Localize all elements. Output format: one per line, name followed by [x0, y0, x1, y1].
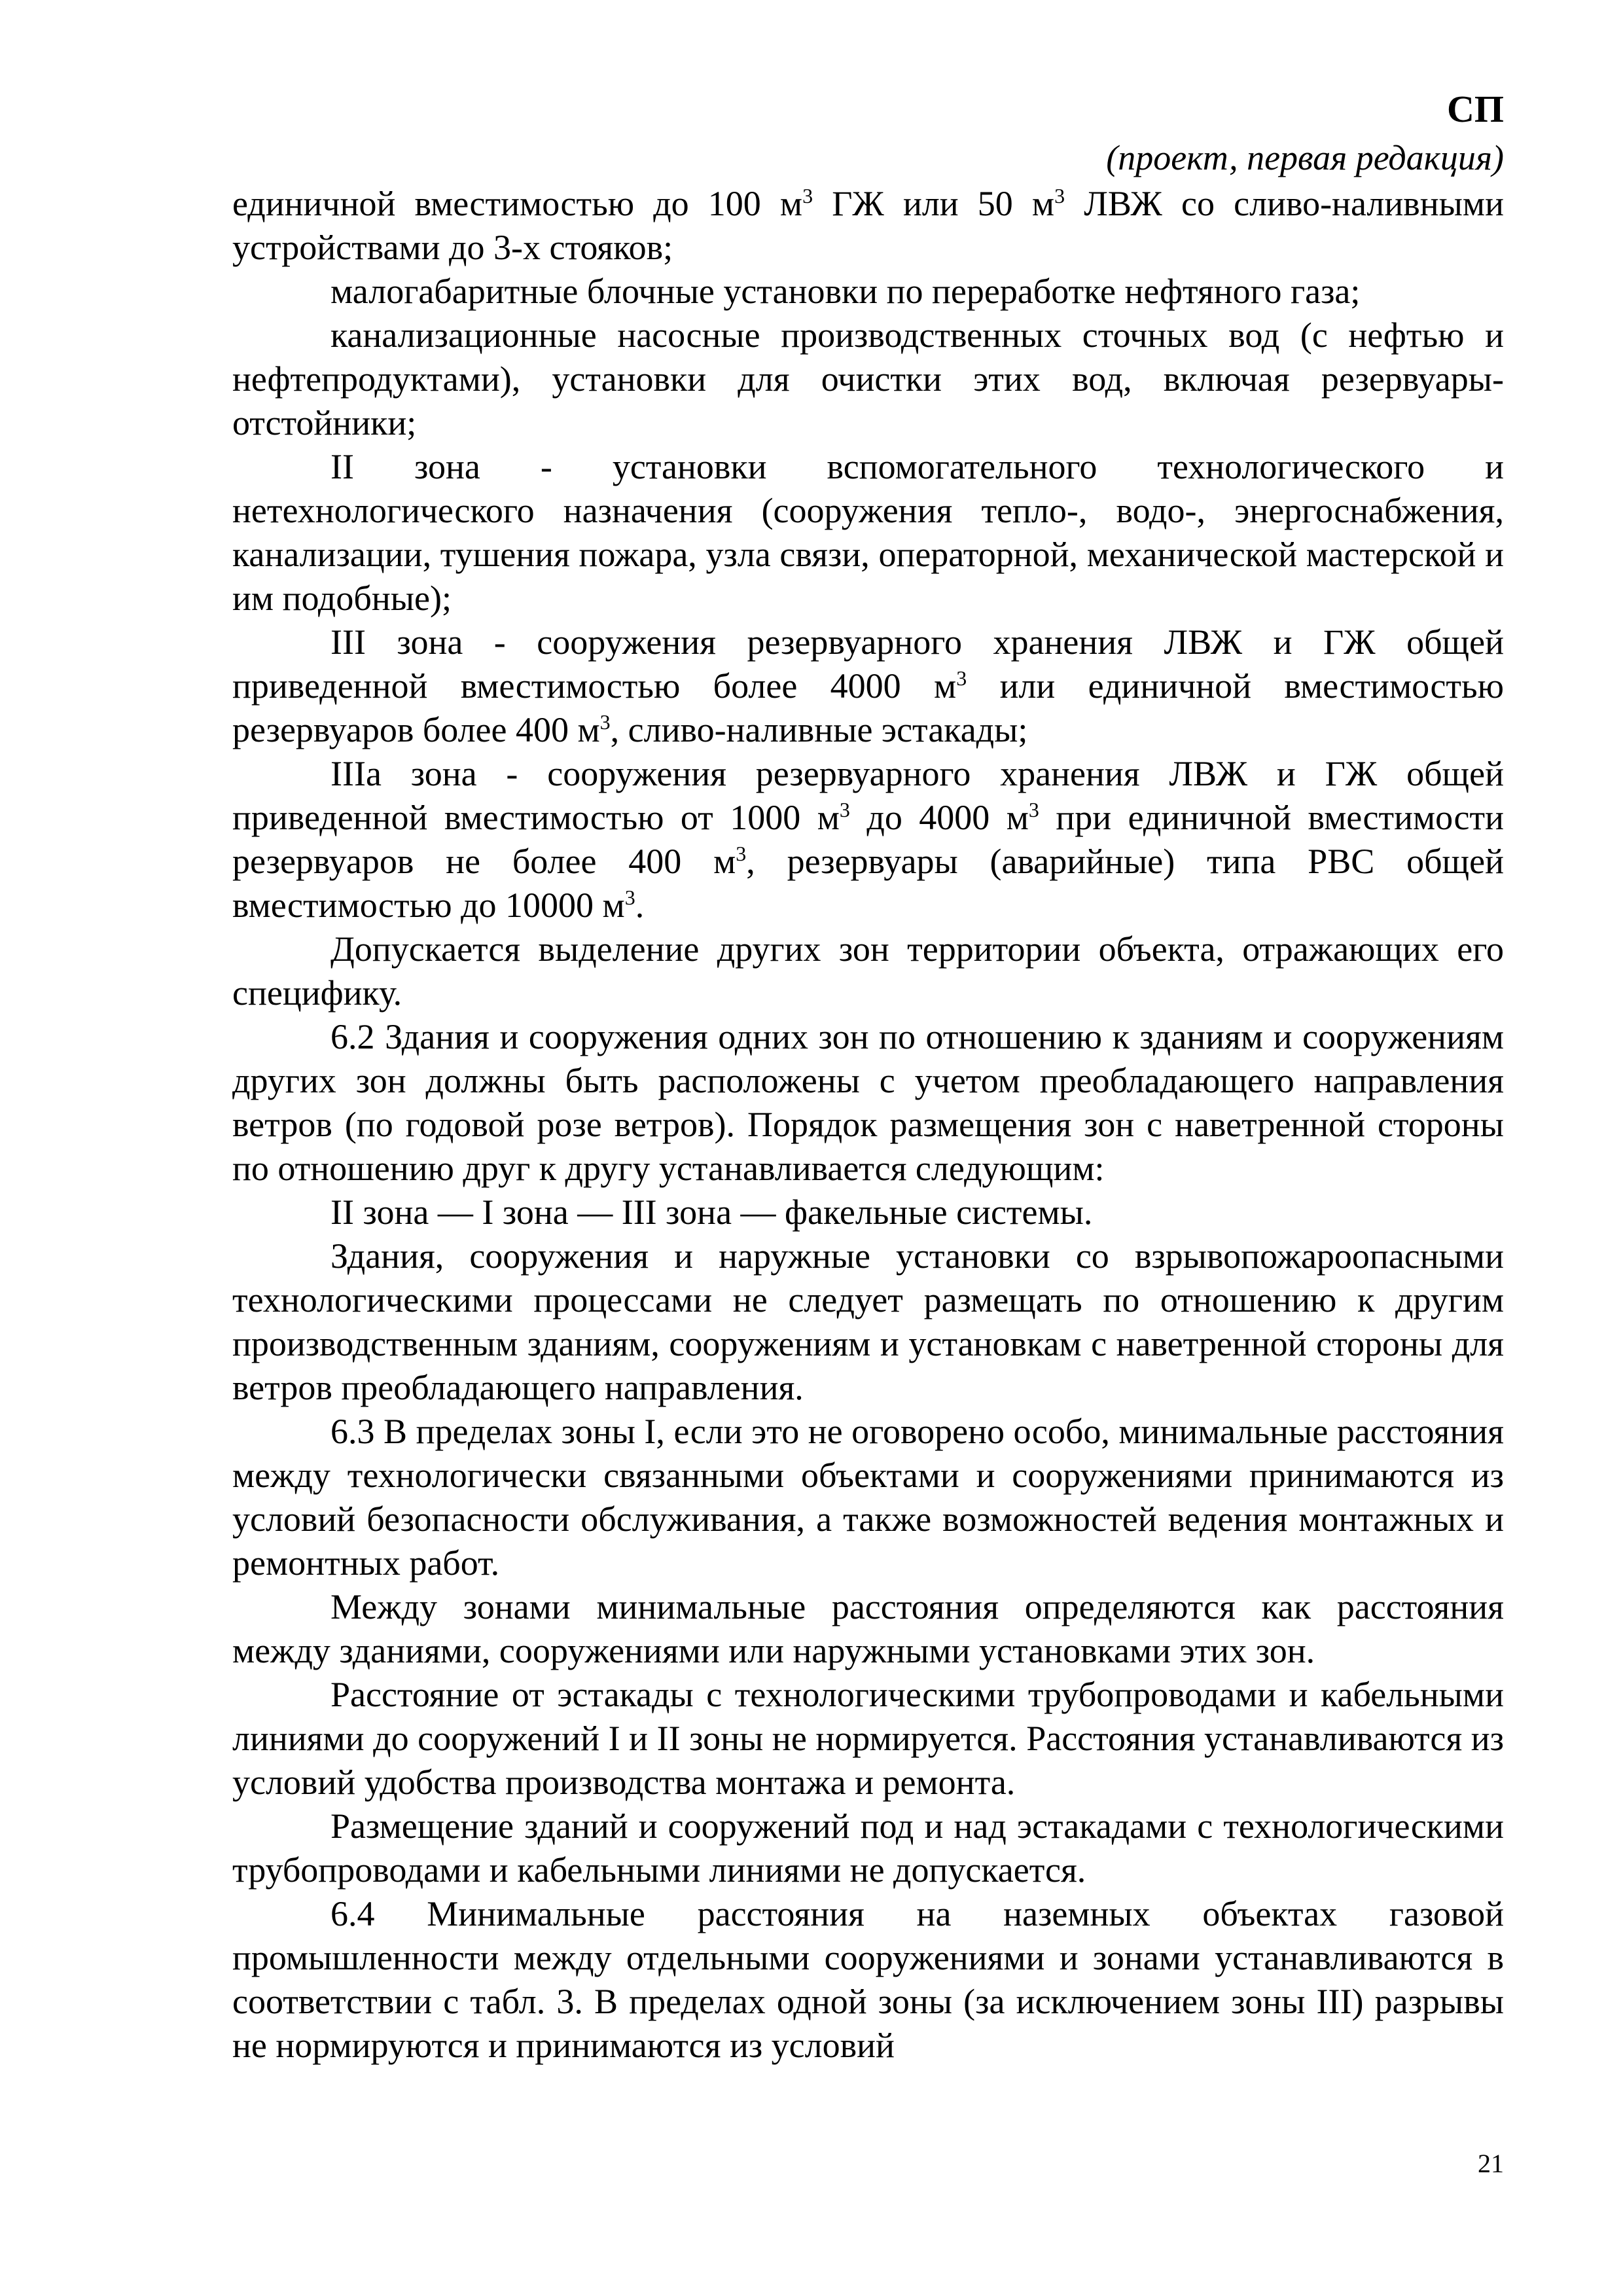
document-body — [232, 182, 1504, 2068]
text-run: Здания, сооружения и наружные установки со взрывопожароопасными технологическими процессами не следует размещать по отношению к другим производственным зданиям, сооружениям и установкам с наветренной стороны для ветров преобладающего направления. — [232, 1236, 1504, 1407]
text-run: единичной вместимостью до 100 м — [232, 184, 803, 223]
superscript: 3 — [1054, 184, 1065, 207]
text-run: или единичной вместимостью резервуаров более 400 м — [232, 666, 1505, 749]
paragraph — [232, 182, 1504, 270]
text-run: Допускается выделение других зон территории объекта, отражающих его специфику. — [232, 929, 1504, 1013]
text-run: при единичной вместимости резервуаров не более 400 м — [232, 798, 1504, 881]
text-run: II зона - установки вспомогательного технологического и нетехнологического назначения (сооружения тепло-, водо-, энергоснабжения, канализации, тушения пожара, узла связи, операторной, механической мастерской и им подобные); — [232, 447, 1504, 618]
text-run: 6.2 Здания и сооружения одних зон по отношению к зданиям и сооружениям других зон должны быть расположены с учетом преобладающего направления ветров (по годовой розе ветров). Порядок размещения зон с наветренной стороны по отношению друг к другу устанавливается следующим: — [232, 1017, 1504, 1188]
text-run: Размещение зданий и сооружений под и над эстакадами с технологическими трубопроводами и кабельными линиями не допускается. — [232, 1806, 1504, 1890]
paragraph — [232, 314, 1504, 445]
paragraph — [232, 1673, 1504, 1804]
text-run: ЛВЖ со сливо-наливными устройствами до 3-х стояков; — [232, 184, 1504, 267]
text-run: Между зонами минимальные расстояния определяются как расстояния между зданиями, сооружениями или наружными установками этих зон. — [232, 1587, 1504, 1670]
document-code: СП — [1447, 88, 1504, 130]
document-edition-note: (проект, первая редакция) — [1106, 138, 1504, 177]
superscript: 3 — [624, 886, 635, 909]
text-run: , сливо-наливные эстакады; — [610, 710, 1028, 749]
page-number: 21 — [1478, 2149, 1504, 2178]
paragraph — [232, 1804, 1504, 1892]
superscript: 3 — [1028, 798, 1039, 821]
paragraph — [232, 1191, 1504, 1234]
paragraph — [232, 445, 1504, 620]
text-run: 6.3 В пределах зоны I, если это не оговорено особо, минимальные расстояния между технологически связанными объектами и сооружениями принимаются из условий безопасности обслуживания, а также возможностей ведения монтажных и ремонтных работ. — [232, 1412, 1504, 1583]
text-run: 6.4 Минимальные расстояния на наземных объектах газовой промышленности между отдельными сооружениями и зонами устанавливаются в соответствии с табл. 3. В пределах одной зоны (за исключением зоны III) разрывы не нормируются и принимаются из условий — [232, 1894, 1504, 2065]
paragraph — [232, 1892, 1504, 2068]
superscript: 3 — [736, 842, 747, 865]
text-run: малогабаритные блочные установки по переработке нефтяного газа; — [330, 272, 1361, 311]
text-run: . — [635, 886, 645, 925]
text-run: ГЖ или 50 м — [813, 184, 1055, 223]
text-run: II зона — I зона — III зона — факельные системы. — [330, 1193, 1093, 1232]
paragraph — [232, 620, 1504, 752]
text-run: IIIа зона - сооружения резервуарного хранения ЛВЖ и ГЖ общей приведенной вместимостью от 1000 м — [232, 754, 1504, 837]
paragraph — [232, 1410, 1504, 1585]
paragraph — [232, 270, 1504, 314]
paragraph — [232, 927, 1504, 1015]
text-run: Расстояние от эстакады с технологическими трубопроводами и кабельными линиями до сооружений I и II зоны не нормируется. Расстояния устанавливаются из условий удобства производства монтажа и ремонта. — [232, 1675, 1504, 1802]
superscript: 3 — [956, 666, 967, 690]
superscript: 3 — [599, 710, 611, 734]
paragraph — [232, 752, 1504, 927]
text-run: , резервуары (аварийные) типа РВС общей вместимостью до 10000 м — [232, 842, 1504, 925]
text-run: до 4000 м — [849, 798, 1029, 837]
paragraph — [232, 1015, 1504, 1191]
paragraph — [232, 1585, 1504, 1673]
superscript: 3 — [839, 798, 850, 821]
text-run: канализационные насосные производственных сточных вод (с нефтью и нефтепродуктами), установки для очистки этих вод, включая резервуары-отстойники; — [232, 315, 1504, 442]
text-run: III зона - сооружения резервуарного хранения ЛВЖ и ГЖ общей приведенной вместимостью более 4000 м — [232, 622, 1504, 706]
paragraph — [232, 1234, 1504, 1410]
superscript: 3 — [802, 184, 813, 207]
